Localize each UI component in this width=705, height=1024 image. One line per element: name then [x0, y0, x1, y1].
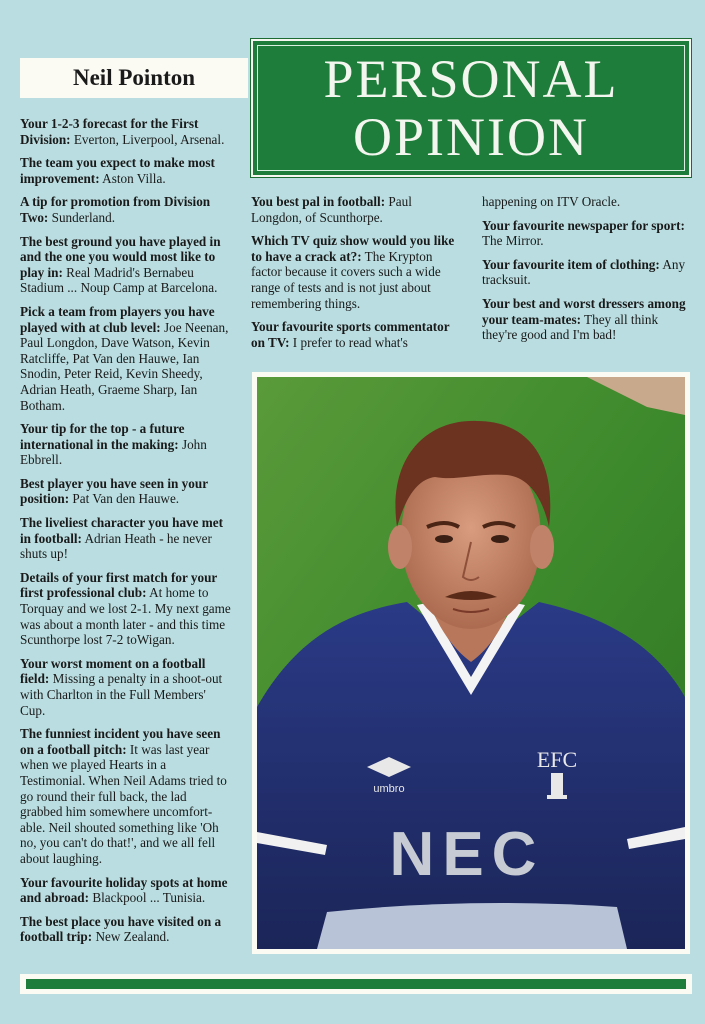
qa-item — [20, 875, 232, 906]
qa-item — [20, 914, 232, 945]
qa-item — [20, 570, 232, 648]
answer: Everton, Liverpool, Arsenal. — [70, 131, 225, 147]
answer: Aston Villa. — [99, 170, 166, 186]
qa-item — [20, 194, 232, 225]
sponsor-text: NEC — [389, 820, 545, 889]
answer: It was last year when we played Hearts in a Testimonial. When Neil Adams tried to go round their full back, the lad grabbed him somewhere uncomfort-able. Neil shouted something like 'Oh no, you can't do that!', and we all fell about laughing. — [20, 741, 227, 866]
question: You best pal in football: — [251, 194, 386, 209]
player-photo — [257, 377, 685, 949]
continued-answer: happening on ITV Oracle. — [482, 194, 621, 209]
question: Which TV quiz show would you like to have a crack at?: — [251, 233, 455, 264]
title-banner — [251, 39, 691, 177]
answer: Pat Van den Hauwe. — [69, 491, 180, 507]
question: Details of your first match for your first professional club: — [20, 569, 218, 601]
umbro-label: umbro — [373, 783, 405, 795]
qa-item — [482, 296, 692, 343]
answer: The Krypton factor because it covers such a wide range of tests and is not just about remembering things. — [251, 248, 441, 311]
qa-item — [20, 116, 232, 147]
title-line-2: OPINION — [353, 107, 589, 167]
question: Best player you have seen in your position: — [20, 475, 208, 507]
ear-left — [388, 525, 412, 569]
answer: They all think they're good and I'm bad! — [482, 311, 659, 343]
answer: I prefer to read what's — [289, 334, 408, 350]
question: The liveliest character you have met in football: — [20, 515, 224, 546]
footer-bar — [20, 974, 692, 994]
qa-item — [482, 218, 692, 249]
ear-right — [530, 525, 554, 569]
answer: John Ebbrell. — [20, 436, 207, 468]
qa-item — [20, 304, 232, 413]
club-crest: EFC — [536, 747, 578, 772]
qa-item — [20, 476, 232, 507]
answer: New Zealand. — [92, 929, 170, 945]
qa-item — [482, 257, 692, 288]
question: Your favourite sports commentator on TV: — [251, 319, 450, 350]
answer: The Mirror. — [482, 233, 544, 249]
answer: Sunderland. — [48, 209, 115, 225]
question: The best ground you have played in and the one you would most like to play in: — [20, 233, 221, 280]
answer: Adrian Heath - he never shuts up! — [20, 530, 212, 562]
qa-item — [20, 656, 232, 718]
qa-item — [251, 233, 463, 311]
question: Your favourite newspaper for sport: — [482, 217, 685, 233]
question: Your worst moment on a football field: — [20, 655, 206, 687]
qa-item — [251, 319, 463, 350]
player-photo-frame — [252, 372, 690, 954]
question: Your 1-2-3 forecast for the First Division: — [20, 116, 199, 147]
left-column — [20, 116, 232, 953]
middle-column — [251, 194, 463, 358]
qa-item — [20, 726, 232, 866]
shorts — [317, 903, 627, 949]
footer-stripe — [26, 979, 686, 989]
question: The funniest incident you have seen on a football pitch: — [20, 726, 221, 757]
player-name: Neil Pointon — [20, 58, 248, 98]
question: The team you expect to make most improvement: — [20, 155, 215, 186]
question: The best place you have visited on a football trip: — [20, 913, 222, 945]
question: Your favourite item of clothing: — [482, 256, 660, 272]
question: Your tip for the top - a future international in the making: — [20, 421, 185, 452]
qa-item — [20, 155, 232, 186]
qa-item — [20, 234, 232, 296]
question: Your favourite holiday spots at home and abroad: — [20, 874, 228, 906]
qa-item — [20, 421, 232, 468]
eye-left — [435, 535, 453, 543]
answer: Real Madrid's Bernabeu Stadium ... Noup Camp at Barcelona. — [20, 264, 218, 296]
answer: Joe Neenan, Paul Longdon, Dave Watson, Kevin Ratcliffe, Pat Van den Hauwe, Ian Snodin, Peter Reid, Kevin Sheedy, Adrian Heath, Graeme Sharp, Ian Botham. — [20, 319, 229, 413]
answer: Any tracksuit. — [482, 256, 686, 288]
answer: Missing a penalty in a shoot-out with Charlton in the Full Members' Cup. — [20, 671, 223, 718]
title-inner-frame — [257, 45, 685, 171]
answer: Paul Longdon, of Scunthorpe. — [251, 194, 412, 225]
qa-item — [251, 194, 463, 225]
question: Pick a team from players you have played with at club level: — [20, 303, 215, 335]
question: Your best and worst dressers among your team-mates: — [482, 295, 686, 327]
title-line-1: PERSONAL — [323, 49, 619, 109]
eye-right — [491, 535, 509, 543]
right-column — [482, 194, 692, 351]
question: A tip for promotion from Division Two: — [20, 194, 211, 225]
qa-item — [20, 515, 232, 562]
answer: Blackpool ... Tunisia. — [89, 890, 206, 906]
answer: At home to Torquay and we lost 2-1. My next game was about a month later - and this time Scunthorpe lost 7-2 toWigan. — [20, 585, 231, 648]
